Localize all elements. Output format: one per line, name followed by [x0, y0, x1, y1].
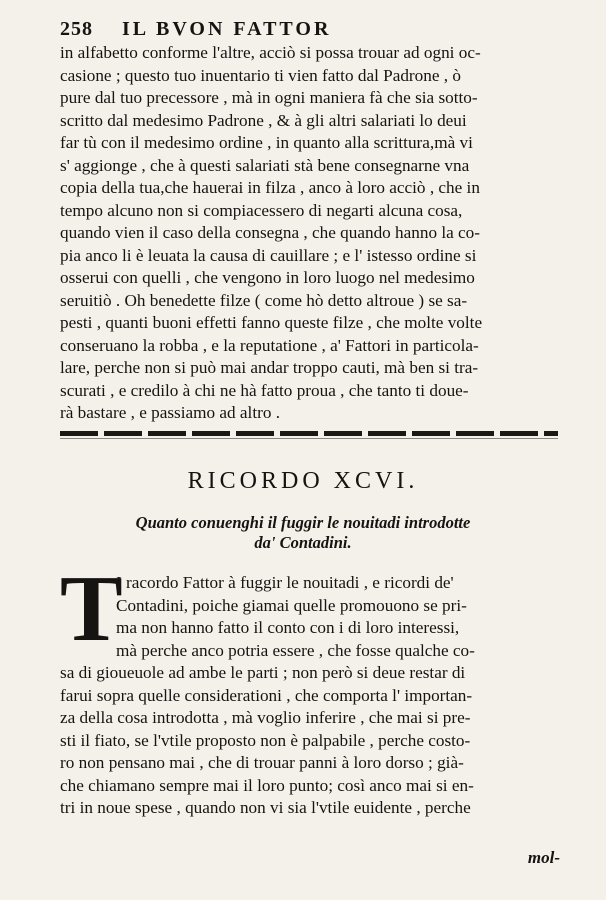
text-line: Contadini, poiche giamai quelle promouono se pri- [116, 595, 467, 615]
text-line: tri in noue spese , quando non vi sia l'vtile euidente , perche [60, 798, 471, 817]
text-line: sa di gioueuole ad ambe le parti ; non però si deue restar di [60, 663, 466, 682]
running-head [60, 18, 560, 44]
text-line: farui sopra quelle considerationi , che comporta l' importan- [60, 685, 473, 705]
text-line: pia anco li è leuata la causa di cauillare ; e l' istesso ordine si [60, 245, 477, 265]
section-divider-hairline [60, 438, 558, 439]
text-line: osserui con quelli , che vengono in loro luogo nel medesimo [60, 268, 475, 287]
top-text-block [60, 42, 560, 425]
chapter-paragraph [60, 557, 560, 820]
text-line: quando vien il caso della consegna , che quando hanno la co- [60, 223, 480, 242]
section-divider [60, 431, 558, 436]
text-line: ro non pensano mai , che di trouar panni à loro dorso ; già- [60, 753, 464, 772]
text-line: copia della tua,che hauerai in filza , anco à loro acciò , che in [60, 178, 480, 197]
text-line: far tù con il medesimo ordine , in quanto alla scrittura,mà vi [60, 133, 473, 152]
page-number: 258 [60, 18, 93, 40]
chapter-subtitle-line: da' Contadini. [254, 533, 352, 552]
text-line: scritto dal medesimo Padrone , & à gli altri salariati lo deui [60, 110, 467, 130]
catchword: mol- [527, 848, 560, 867]
text-line: scurati , e credilo à chi ne hà fatto proua , che tanto ti doue- [60, 380, 469, 400]
text-line: pesti , quanti buoni effetti fanno queste filze , che molte volte [60, 313, 483, 332]
text-line: in alfabetto conforme l'altre, acciò si possa trouar ad ogni oc- [60, 43, 481, 62]
text-line: s' aggionge , che à questi salariati stà bene consegnarne vna [60, 155, 470, 175]
text-line: lare, perche non si può mai andar troppo cauti, mà ben si tra- [60, 358, 479, 377]
text-line: casione ; questo tuo inuentario ti vien fatto dal Padrone , ò [60, 65, 461, 85]
text-line: tempo alcuno non si compiacessero di negarti alcuna cosa, [60, 200, 463, 220]
text-line: I racordo Fattor à fuggir le nouitadi , e ricordi de' [116, 573, 454, 592]
text-line: conseruano la robba , e la reputatione , a' Fattori in particola- [60, 335, 479, 355]
text-line: mà perche anco potria essere , che fosse qualche co- [116, 640, 475, 660]
text-line: sti il fiato, se l'vtile proposto non è palpabile , perche costo- [60, 730, 471, 750]
text-line: za della cosa introdotta , mà voglio inferire , che mai si pre- [60, 708, 471, 727]
text-line: seruitiò . Oh benedette filze ( come hò detto altroue ) se sa- [60, 290, 468, 310]
text-line: che chiamano sempre mai il loro punto; così anco mai si en- [60, 775, 474, 795]
chapter-heading: RICORDO XCVI. [187, 468, 419, 494]
drop-cap: T [60, 557, 123, 661]
running-title: IL BVON FATTOR [122, 18, 332, 40]
chapter-subtitle-line: Quanto conuenghi il fuggir le nouitadi introdotte [135, 513, 471, 532]
text-line: pure dal tuo precessore , mà in ogni maniera fà che sia sotto- [60, 88, 478, 107]
text-line: rà bastare , e passiamo ad altro . [60, 403, 281, 422]
text-line: ma non hanno fatto il conto con i di loro interessi, [116, 618, 460, 637]
